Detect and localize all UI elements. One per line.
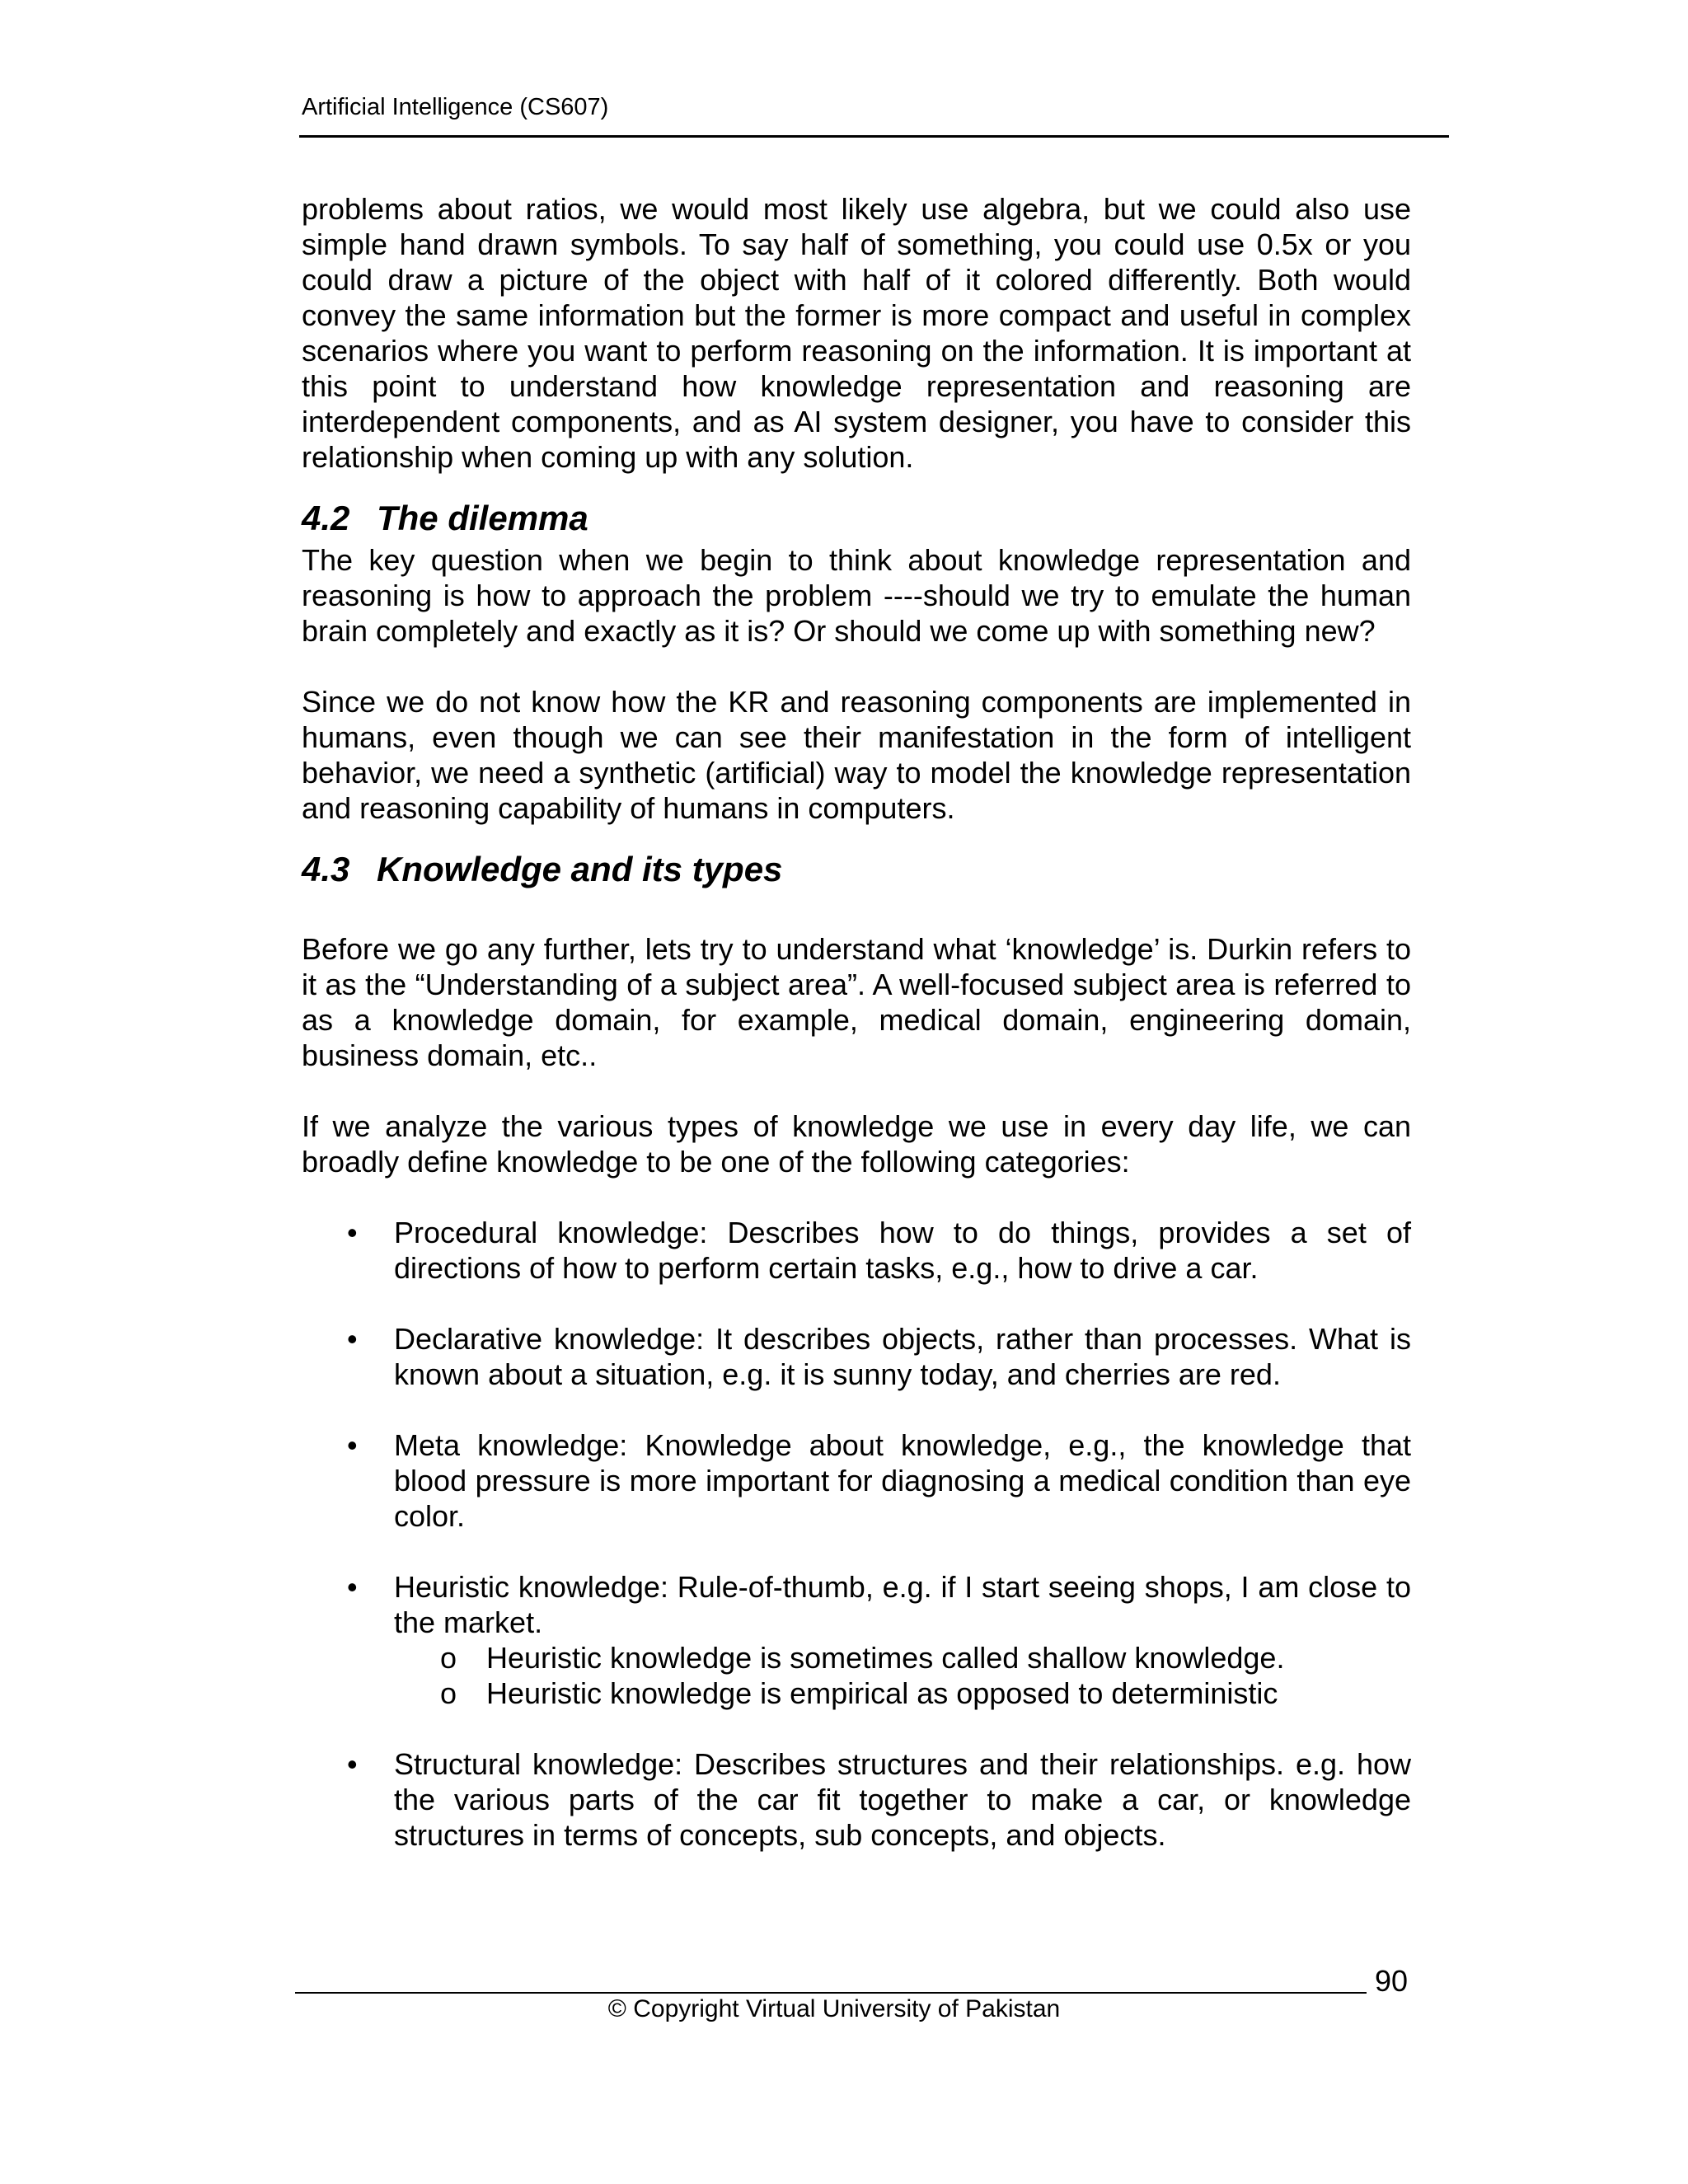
bullet-icon: • bbox=[347, 1428, 358, 1462]
section-heading-4-3 bbox=[302, 849, 1411, 890]
paragraph: The key question when we begin to think about knowledge representation and reasoning is how to approach the problem ----should we try to emulate the human brain completely and exactly as it is? Or should we come up with something new? bbox=[302, 543, 1411, 648]
list-item bbox=[302, 1569, 1411, 1711]
intro-paragraph: problems about ratios, we would most likely use algebra, but we could also use simple hand drawn symbols. To say half of something, you could use 0.5x or you could draw a picture of the object with half of it colored differently. Both would convey the same information but the former is more compact and useful in complex scenarios where you want to perform reasoning on the information. It is important at this point to understand how knowledge representation and reasoning are interdependent components, and as AI system designer, you have to consider this relationship when coming up with any solution. bbox=[302, 192, 1411, 474]
circle-bullet-icon: o bbox=[440, 1676, 457, 1710]
list-item bbox=[302, 1427, 1411, 1534]
sub-list-item bbox=[394, 1640, 1411, 1675]
page-content bbox=[302, 191, 1411, 1888]
list-item-text: Procedural knowledge: Describes how to do things, provides a set of directions of how to perform certain tasks, e.g., how to drive a car. bbox=[394, 1216, 1411, 1285]
paragraph: If we analyze the various types of knowledge we use in every day life, we can broadly define knowledge to be one of the following categories: bbox=[302, 1109, 1411, 1179]
sub-list-item-text: Heuristic knowledge is empirical as opposed to deterministic bbox=[486, 1676, 1278, 1710]
section-title: Knowledge and its types bbox=[377, 850, 783, 888]
section-heading-4-2 bbox=[302, 498, 1411, 539]
list-item-text: Meta knowledge: Knowledge about knowledge, e.g., the knowledge that blood pressure is more important for diagnosing a medical condition than eye color. bbox=[394, 1428, 1411, 1533]
list-item-text: Heuristic knowledge: Rule-of-thumb, e.g. if I start seeing shops, I am close to the market. bbox=[394, 1570, 1411, 1639]
bullet-icon: • bbox=[347, 1322, 358, 1356]
list-item-text: Declarative knowledge: It describes objects, rather than processes. What is known about a situation, e.g. it is sunny today, and cherries are red. bbox=[394, 1322, 1411, 1391]
page-number: 90 bbox=[1375, 1964, 1409, 1998]
paragraph: Before we go any further, lets try to understand what ‘knowledge’ is. Durkin refers to it as the “Understanding of a subject area”. A well-focused subject area is referred to as a knowledge domain, for example, medical domain, engineering domain, business domain, etc.. bbox=[302, 932, 1411, 1072]
sub-list-item bbox=[394, 1675, 1411, 1711]
bullet-icon: • bbox=[347, 1747, 358, 1781]
copyright-text: © Copyright Virtual University of Pakistan bbox=[607, 1995, 1061, 2022]
list-item bbox=[302, 1321, 1411, 1392]
bullet-icon: • bbox=[347, 1216, 358, 1249]
header-rule bbox=[299, 135, 1449, 138]
bullet-icon: • bbox=[347, 1570, 358, 1604]
knowledge-types-list bbox=[302, 1215, 1411, 1853]
paragraph: Since we do not know how the KR and reasoning components are implemented in humans, even though we can see their manifestation in the form of intelligent behavior, we need a synthetic (artificial) way to model the knowledge representation and reasoning capability of humans in computers. bbox=[302, 685, 1411, 825]
footer-rule bbox=[295, 1992, 1367, 1994]
running-header: Artificial Intelligence (CS607) bbox=[302, 94, 609, 120]
circle-bullet-icon: o bbox=[440, 1641, 457, 1675]
section-title: The dilemma bbox=[377, 499, 588, 537]
section-number: 4.2 bbox=[302, 499, 350, 537]
heuristic-sublist bbox=[394, 1640, 1411, 1711]
list-item bbox=[302, 1746, 1411, 1853]
copyright-footer bbox=[0, 1994, 1688, 2024]
sub-list-item-text: Heuristic knowledge is sometimes called shallow knowledge. bbox=[486, 1641, 1285, 1675]
list-item bbox=[302, 1215, 1411, 1286]
list-item-text: Structural knowledge: Describes structures and their relationships. e.g. how the various parts of the car fit together to make a car, or knowledge structures in terms of concepts, sub concepts, and objects. bbox=[394, 1747, 1411, 1852]
section-number: 4.3 bbox=[302, 850, 350, 888]
